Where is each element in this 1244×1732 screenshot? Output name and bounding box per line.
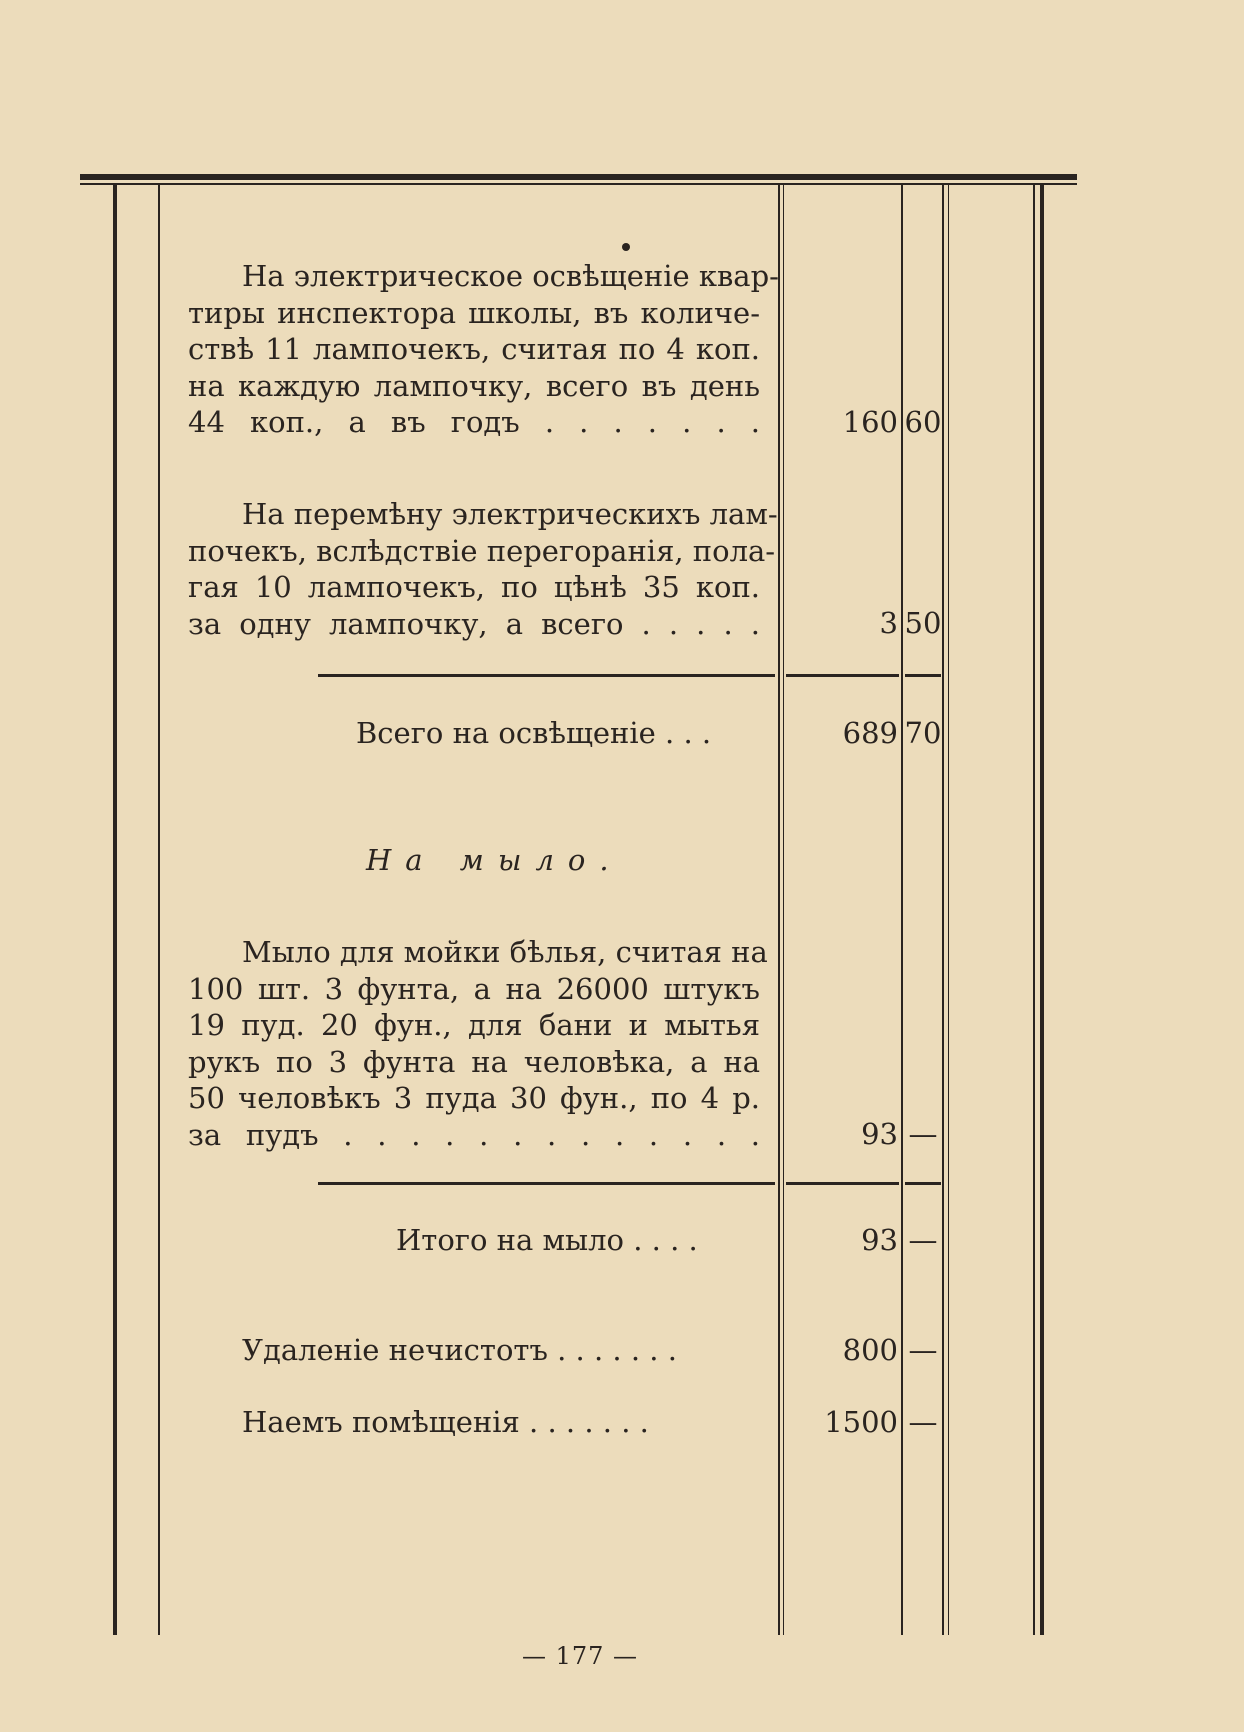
subtotal-rule-kopecks [905,1182,941,1185]
entry-line: тиры инспектора школы, въ количе- [188,295,760,330]
subtotal-rule [318,1182,775,1185]
kopecks-column-rule-2 [948,185,949,1635]
entry-line: 50 человѣкъ 3 пуда 30 фун., по 4 р. [188,1081,760,1115]
entry-line: за пудъ . . . . . . . . . . . . . [188,1117,760,1152]
text-column-rule-2 [783,185,784,1635]
entry-line: гая 10 лампочекъ, по цѣнѣ 35 коп. [188,570,760,604]
lighting-inspector-entry [188,258,779,441]
total-lighting-kopecks: 70 [904,716,942,750]
bulb-replacement-entry [188,496,778,642]
removal-kopecks: — [908,1333,938,1367]
left-border-inner [158,185,160,1635]
entry-line: почекъ, вслѣдствіе перегоранія, пола- [188,533,776,568]
entry-line: На электрическое освѣщеніе квар- [242,259,779,293]
top-rule [80,174,1077,180]
rent-kopecks: — [908,1405,938,1439]
entry-line: На перемѣну электрическихъ лам- [242,497,778,531]
rubles-value: 160 [842,405,898,439]
rubles-value: 3 [879,606,898,640]
entry-line: за одну лампочку, а всего . . . . . [188,606,760,641]
entry-line: 44 коп., а въ годъ . . . . . . . [188,405,760,439]
left-border-outer [113,185,117,1635]
page-number: — 177 — [521,1642,639,1670]
subtotal-rule-rubles [786,674,899,677]
kopecks-value: 60 [904,405,942,439]
right-border-outer [1040,185,1044,1635]
rent-label: Наемъ помѣщенія . . . . . . . [242,1405,649,1439]
subtotal-rule [318,674,775,677]
total-lighting-label: Всего на освѣщеніе . . . [356,716,712,750]
rubles-value: 93 [861,1117,898,1151]
ink-mark [622,243,630,251]
kopecks-value: — [908,1117,938,1151]
entry-line: на каждую лампочку, всего въ день [188,368,760,403]
removal-rubles: 800 [842,1333,898,1367]
entry-line: ствѣ 11 лампочекъ, считая по 4 коп. [188,332,760,366]
total-lighting-rubles: 689 [842,716,898,750]
kopecks-value: 50 [904,606,942,640]
removal-label: Удаленіе нечистотъ . . . . . . . [242,1333,677,1367]
right-border-inner [1033,185,1035,1635]
total-soap-label: Итого на мыло . . . . [396,1223,698,1257]
subtotal-rule-kopecks [905,674,941,677]
top-rule-thin [80,183,1077,185]
subtotal-rule-rubles [786,1182,899,1185]
total-soap-rubles: 93 [861,1223,898,1257]
total-soap-kopecks: — [908,1223,938,1257]
entry-line: 19 пуд. 20 фун., для бани и мытья [188,1008,760,1042]
text-column-rule [778,185,780,1635]
rent-rubles: 1500 [824,1405,898,1439]
entry-line: Мыло для мойки бѣлья, считая на [242,935,768,969]
soap-section-heading: На мыло. [366,843,623,877]
entry-line: 100 шт. 3 фунта, а на 26000 штукъ [188,971,760,1006]
soap-entry [188,934,768,1153]
entry-line: рукъ по 3 фунта на человѣка, а на [188,1044,760,1079]
